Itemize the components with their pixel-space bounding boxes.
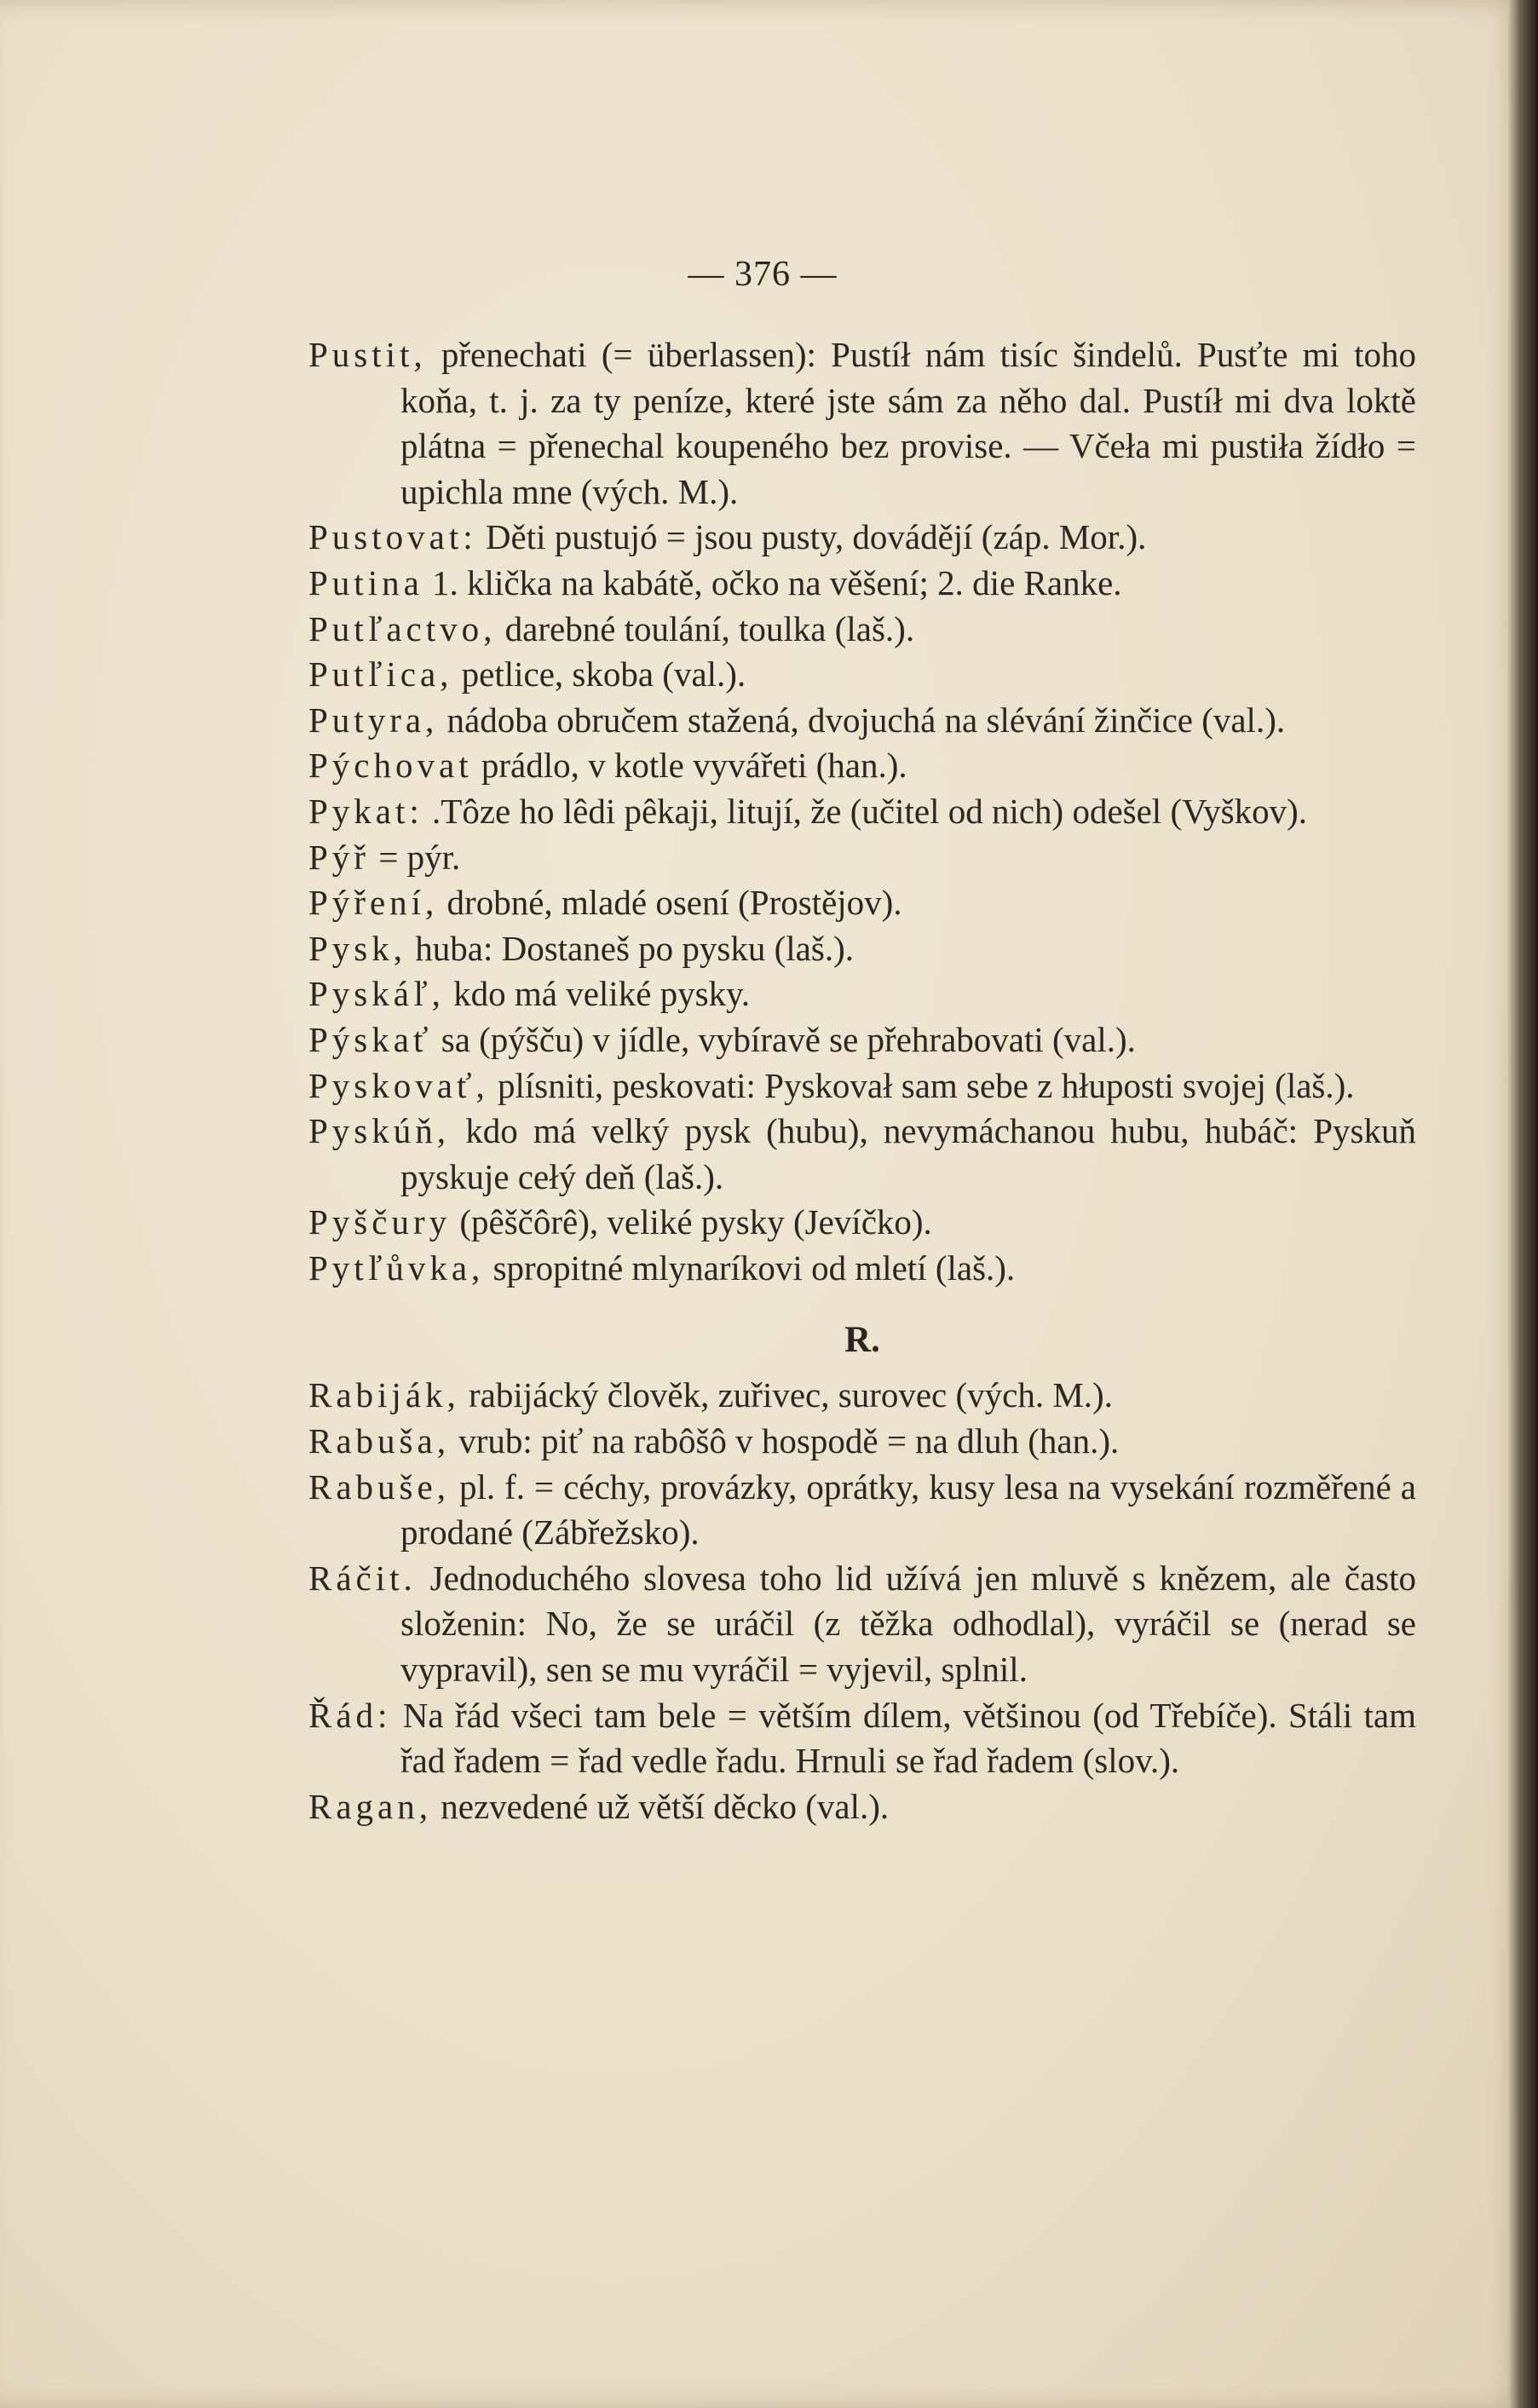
entry-definition: Jednoduchého slovesa toho lid užívá jen mluvě s knězem, ale často složenin: No, že se uráčil (z těžka odhodlal), vyráčil se (nerad se vypravil), sen se mu vyráčil = vyjevil, splnil. bbox=[400, 1558, 1416, 1690]
entry-headword: Putyra, bbox=[308, 700, 439, 740]
entry-definition: sa (pýšču) v jídle, vybíravě se přehrabovati (val.). bbox=[432, 1019, 1136, 1059]
dictionary-entry bbox=[308, 1109, 1416, 1200]
dictionary-text bbox=[308, 332, 1416, 1829]
dictionary-entry bbox=[308, 698, 1416, 744]
dictionary-entry bbox=[308, 880, 1416, 926]
dictionary-entry bbox=[308, 1465, 1416, 1556]
dictionary-entry bbox=[308, 1419, 1416, 1465]
entry-headword: Pyskovať, bbox=[308, 1065, 489, 1105]
entry-headword: Pýření, bbox=[308, 883, 439, 923]
entry-headword: Ráčit. bbox=[308, 1558, 417, 1598]
page-number: — 376 — bbox=[688, 255, 838, 294]
entry-headword: Pytľůvka, bbox=[308, 1247, 485, 1288]
entry-definition: kdo má velký pysk (hubu), nevymáchanou hubu, hubáč: Pyskuň pyskuje cełý deň (laš.). bbox=[400, 1111, 1416, 1196]
entry-definition: rabijácký člověk, zuřivec, surovec (vých. M.). bbox=[459, 1375, 1113, 1415]
entry-headword: Pýskať bbox=[308, 1019, 433, 1059]
entry-headword: Putina bbox=[308, 562, 423, 602]
dictionary-entry bbox=[308, 971, 1416, 1017]
entry-headword: Rabiják, bbox=[308, 1375, 460, 1415]
dictionary-entry bbox=[308, 1693, 1416, 1784]
dictionary-entry bbox=[308, 1784, 1416, 1830]
entry-headword: Řád: bbox=[308, 1695, 392, 1735]
section-heading: R. bbox=[844, 1320, 880, 1361]
dictionary-entry bbox=[308, 1200, 1416, 1246]
dictionary-entry bbox=[308, 1017, 1416, 1063]
entry-headword: Rabuša, bbox=[308, 1421, 450, 1461]
entry-headword: Pýchovat bbox=[308, 746, 473, 786]
book-spine-shadow bbox=[1508, 0, 1538, 2408]
entries-r bbox=[308, 1373, 1416, 1829]
dictionary-entry bbox=[308, 789, 1416, 835]
entry-headword: Pyskáľ, bbox=[308, 974, 445, 1014]
entry-definition: spropitné mlynaríkovi od mletí (laš.). bbox=[484, 1247, 1016, 1288]
entry-headword: Putľica, bbox=[308, 654, 453, 694]
entry-definition: Na řád všeci tam bele = větším dílem, většinou (od Třebíče). Stáli tam řad řadem = řad vedle řadu. Hrnuli se řad řadem (slov.). bbox=[391, 1695, 1416, 1781]
entry-definition: prádlo, v kotle vyvářeti (han.). bbox=[472, 746, 907, 786]
entry-definition: petlice, skoba (val.). bbox=[452, 654, 746, 694]
entry-headword: Rabuše, bbox=[308, 1466, 450, 1506]
dictionary-entry bbox=[308, 332, 1416, 515]
entry-headword: Pyščury bbox=[308, 1202, 452, 1242]
dictionary-entry bbox=[308, 926, 1416, 972]
entry-definition: (pêščôrê), veliké pysky (Jevíčko). bbox=[451, 1202, 932, 1242]
entry-headword: Putľactvo, bbox=[308, 608, 497, 648]
entry-definition: přenechati (= überlassen): Pustíł nám tisíc šindelů. Pusťte mi toho koňa, t. j. za ty peníze, které jste sám za něho dal. Pustíł mi dva loktě plátna = přenechal koupeného bez provise. — Včeła mi pustiła žídło = upichla mne (vých. M.). bbox=[400, 335, 1416, 511]
entry-headword: Pustit, bbox=[308, 335, 427, 374]
entry-headword: Ragan, bbox=[308, 1786, 432, 1826]
dictionary-entry bbox=[308, 1063, 1416, 1109]
entry-definition: huba: Dostaneš po pysku (laš.). bbox=[406, 928, 854, 968]
entry-definition: darebné toulání, toulka (laš.). bbox=[496, 608, 915, 648]
entry-definition: drobné, mladé osení (Prostějov). bbox=[438, 883, 902, 923]
entry-definition: nádoba obručem stažená, dvojuchá na slévání žinčice (val.). bbox=[438, 700, 1286, 740]
entry-definition: .Tôze ho lêdi pêkaji, litují, že (učitel od nich) odešel (Vyškov). bbox=[423, 791, 1308, 831]
dictionary-entry bbox=[308, 1556, 1416, 1693]
entry-definition: pl. f. = céchy, provázky, oprátky, kusy lesa na vysekání rozměřené a prodané (Zábřežsko). bbox=[400, 1466, 1416, 1553]
entry-headword: Pustovat: bbox=[308, 517, 477, 557]
entry-definition: nezvedené už větší děcko (val.). bbox=[432, 1786, 890, 1826]
entries-p bbox=[308, 332, 1416, 1291]
entry-headword: Pykat: bbox=[308, 791, 423, 831]
dictionary-entry bbox=[308, 561, 1416, 607]
entry-headword: Pýř bbox=[308, 837, 370, 877]
entry-definition: Děti pustujó = jsou pusty, dovádějí (záp. Mor.). bbox=[476, 517, 1147, 557]
entry-definition: 1. klička na kabátě, očko na věšení; 2. die Ranke. bbox=[423, 562, 1122, 602]
dictionary-entry bbox=[308, 835, 1416, 881]
dictionary-entry bbox=[308, 515, 1416, 561]
dictionary-entry bbox=[308, 1246, 1416, 1292]
dictionary-entry bbox=[308, 743, 1416, 789]
dictionary-entry bbox=[308, 652, 1416, 698]
entry-headword: Pyskúň, bbox=[308, 1111, 451, 1151]
entry-definition: = pýr. bbox=[369, 837, 461, 877]
dictionary-entry bbox=[308, 607, 1416, 653]
entry-headword: Pysk, bbox=[308, 928, 407, 968]
entry-definition: vrub: piť na rabôšô v hospodě = na dluh (han.). bbox=[449, 1421, 1120, 1461]
dictionary-entry bbox=[308, 1373, 1416, 1419]
entry-definition: kdo má veliké pysky. bbox=[444, 974, 751, 1014]
entry-definition: plísniti, peskovati: Pyskovał sam sebe z hłuposti svojej (laš.). bbox=[488, 1065, 1355, 1105]
